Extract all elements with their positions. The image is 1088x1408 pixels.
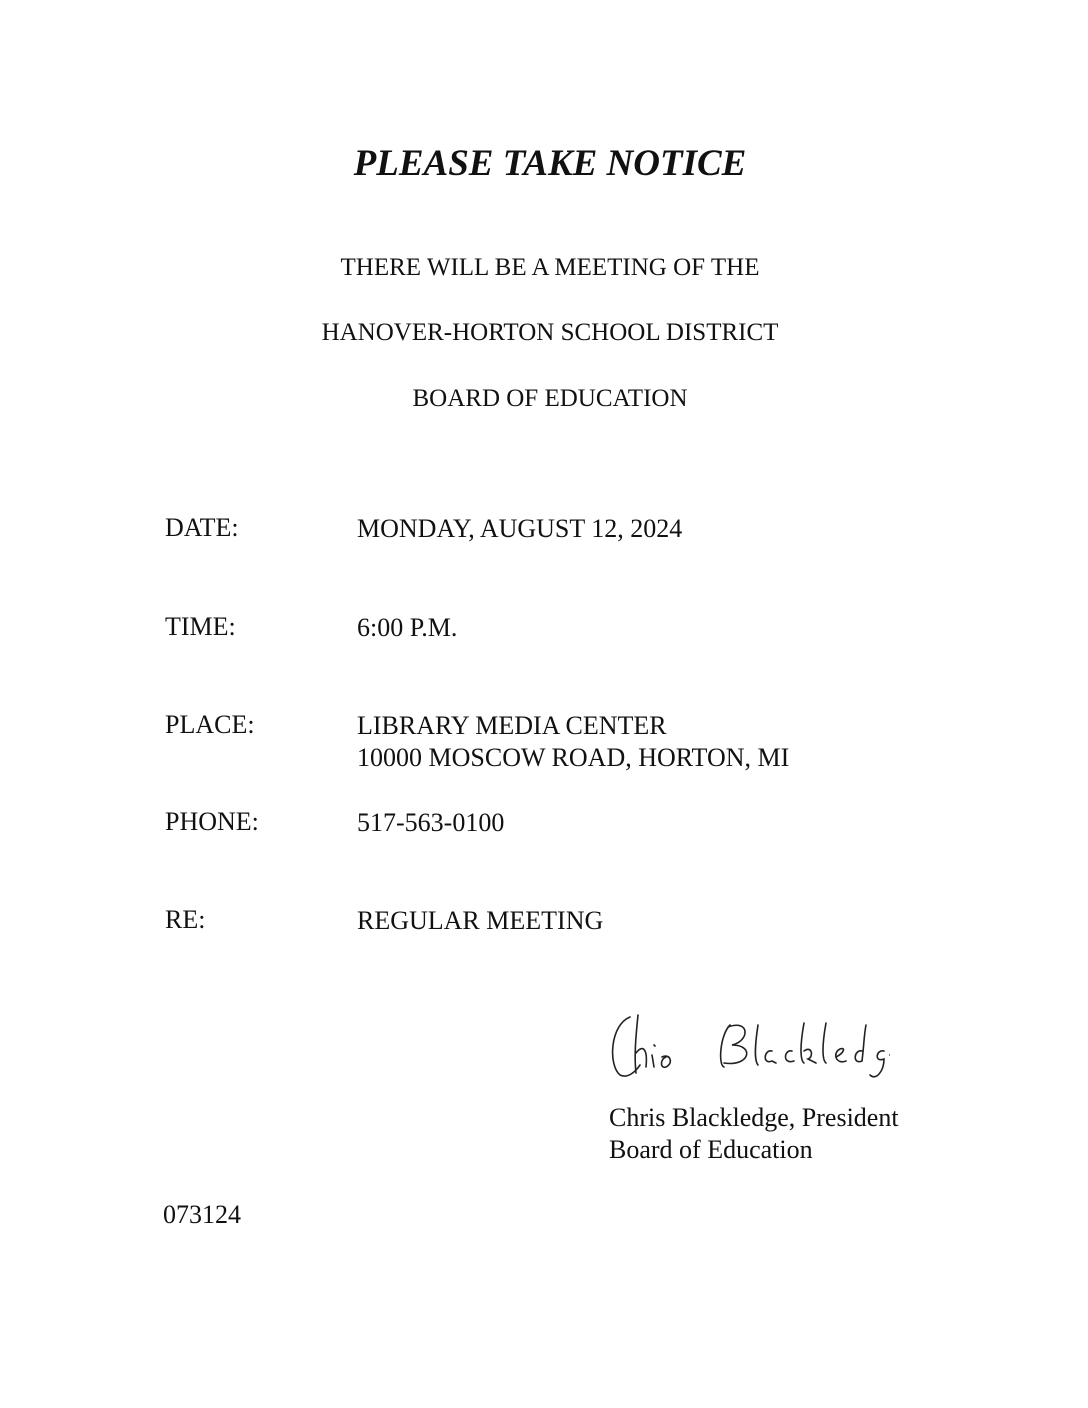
place-address: 10000 MOSCOW ROAD, HORTON, MI	[357, 743, 790, 772]
time-label: TIME:	[165, 612, 236, 641]
re-value: REGULAR MEETING	[357, 906, 604, 935]
phone-label: PHONE:	[165, 807, 259, 836]
time-value: 6:00 P.M.	[357, 613, 458, 642]
notice-title: PLEASE TAKE NOTICE	[353, 143, 747, 184]
intro-line-2: HANOVER-HORTON SCHOOL DISTRICT	[321, 319, 779, 346]
signer-name: Chris Blackledge, President	[609, 1103, 899, 1132]
document-code: 073124	[163, 1200, 241, 1229]
place-label: PLACE:	[165, 710, 255, 739]
date-value: MONDAY, AUGUST 12, 2024	[357, 514, 683, 543]
place-value: LIBRARY MEDIA CENTER	[357, 711, 667, 740]
intro-line-3: BOARD OF EDUCATION	[412, 385, 688, 412]
signer-organization: Board of Education	[609, 1135, 813, 1164]
phone-value: 517-563-0100	[357, 808, 505, 837]
date-label: DATE:	[165, 513, 239, 542]
handwritten-signature	[600, 1005, 890, 1085]
intro-line-1: THERE WILL BE A MEETING OF THE	[340, 254, 760, 281]
re-label: RE:	[165, 905, 206, 934]
